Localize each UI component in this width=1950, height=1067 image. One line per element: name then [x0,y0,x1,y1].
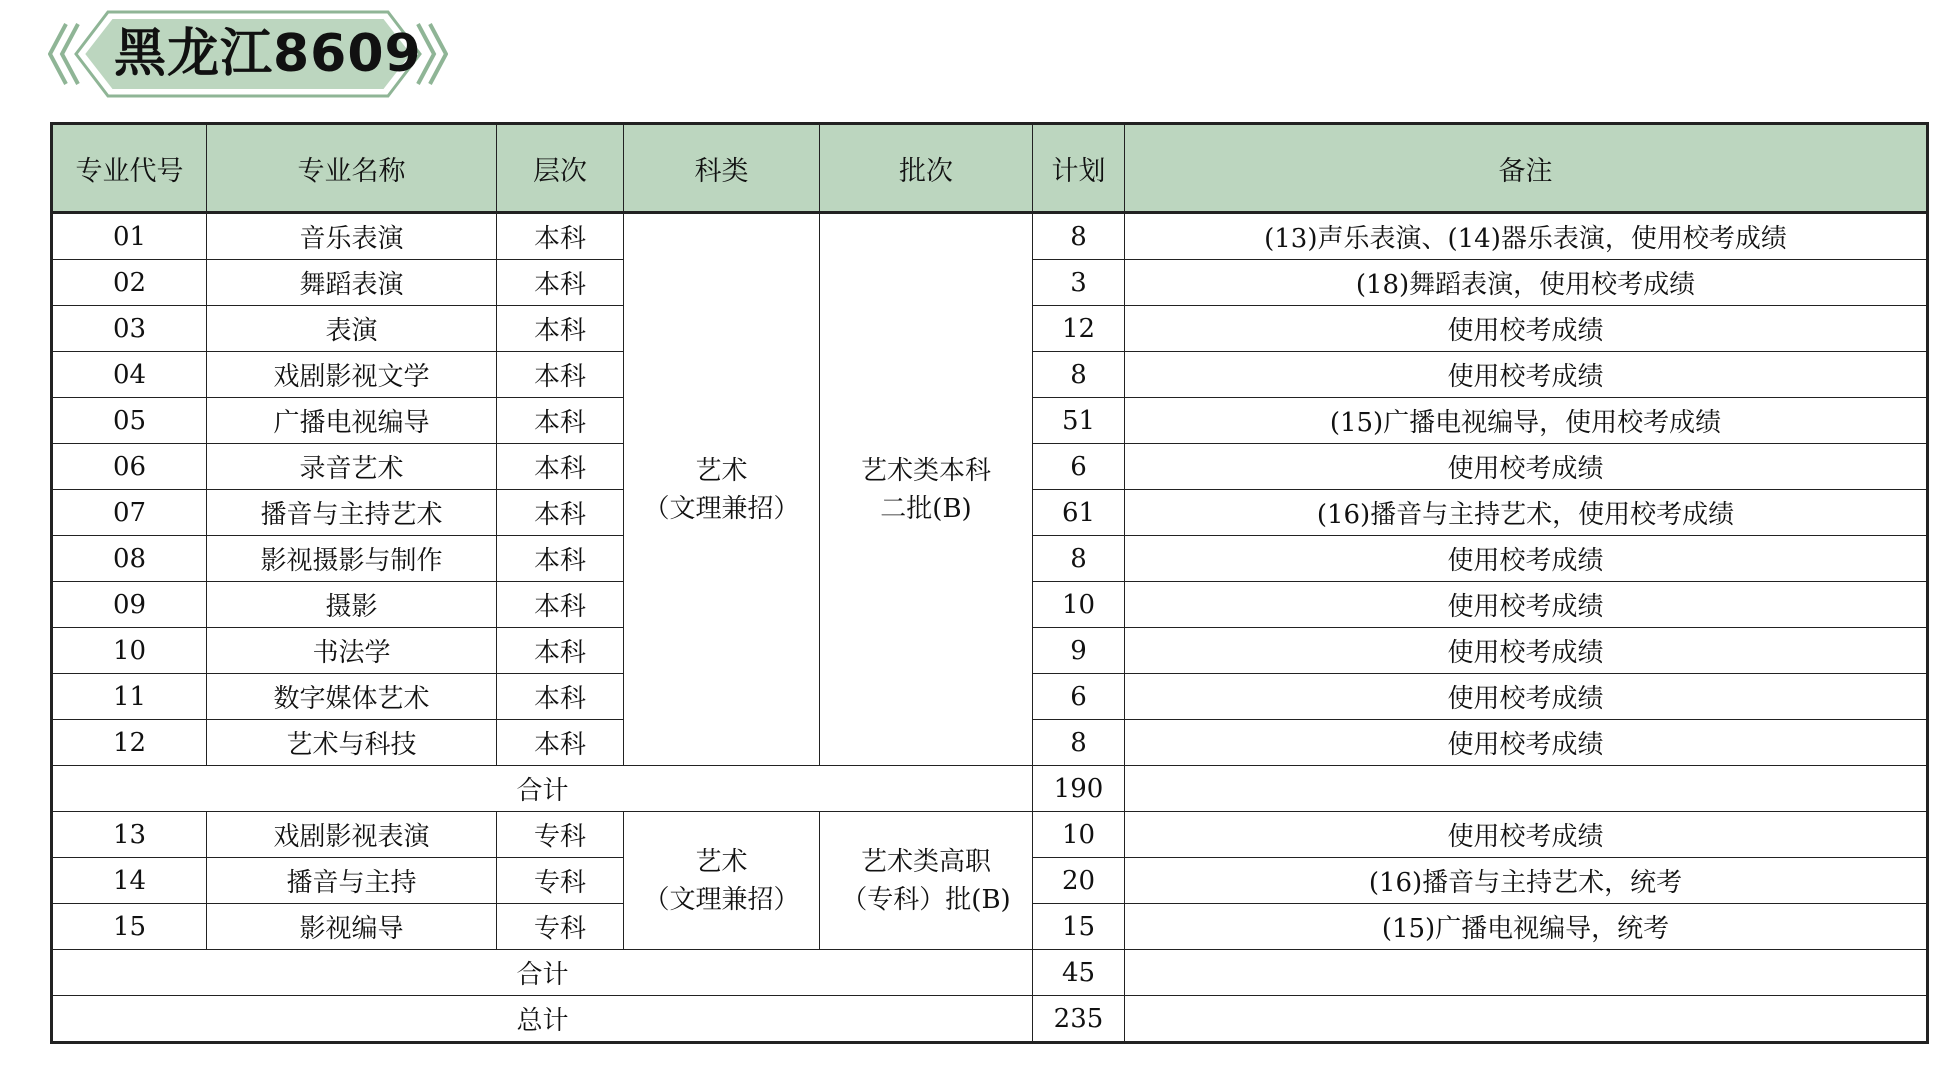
major-name: 音乐表演 [207,213,497,260]
major-code: 01 [52,213,207,260]
header-category: 科类 [624,124,820,213]
batch-cell [820,213,1033,766]
enrollment-plan-table [50,122,1929,1044]
page-title: 黑龙江8609 [114,24,422,84]
remark: (15)广播电视编导，统考 [1125,904,1928,950]
category-line1: 艺术 [695,455,748,486]
remark: 使用校考成绩 [1125,582,1928,628]
remark: 使用校考成绩 [1125,674,1928,720]
plan-count: 51 [1033,398,1125,444]
major-name: 摄影 [207,582,497,628]
plan-count: 15 [1033,904,1125,950]
major-level: 本科 [497,213,624,260]
major-name: 录音艺术 [207,444,497,490]
major-name: 书法学 [207,628,497,674]
major-level: 专科 [497,858,624,904]
major-code: 11 [52,674,207,720]
grand-total-remark [1125,996,1928,1043]
remark: 使用校考成绩 [1125,352,1928,398]
major-code: 02 [52,260,207,306]
major-level: 本科 [497,306,624,352]
major-level: 本科 [497,628,624,674]
subtotal-remark [1125,950,1928,996]
remark: 使用校考成绩 [1125,720,1928,766]
batch-line1: 艺术类本科 [860,455,991,486]
subtotal-row [52,766,1928,812]
major-level: 本科 [497,674,624,720]
plan-count: 61 [1033,490,1125,536]
major-level: 本科 [497,720,624,766]
major-level: 本科 [497,398,624,444]
major-level: 本科 [497,352,624,398]
major-code: 04 [52,352,207,398]
major-level: 本科 [497,444,624,490]
plan-count: 8 [1033,352,1125,398]
plan-count: 9 [1033,628,1125,674]
major-name: 戏剧影视表演 [207,812,497,858]
major-code: 06 [52,444,207,490]
header-level: 层次 [497,124,624,213]
major-name: 戏剧影视文学 [207,352,497,398]
remark: (18)舞蹈表演，使用校考成绩 [1125,260,1928,306]
major-name: 播音与主持 [207,858,497,904]
major-level: 本科 [497,582,624,628]
major-level: 本科 [497,536,624,582]
plan-count: 6 [1033,674,1125,720]
header-remark: 备注 [1125,124,1928,213]
plan-count: 8 [1033,213,1125,260]
major-code: 13 [52,812,207,858]
header-batch: 批次 [820,124,1033,213]
batch-line2: （专科）批(B) [841,884,1011,915]
plan-count: 8 [1033,536,1125,582]
grand-total-label: 总计 [52,996,1033,1043]
plan-count: 10 [1033,812,1125,858]
major-code: 12 [52,720,207,766]
major-code: 08 [52,536,207,582]
major-code: 07 [52,490,207,536]
remark: 使用校考成绩 [1125,444,1928,490]
major-name: 影视摄影与制作 [207,536,497,582]
major-code: 03 [52,306,207,352]
major-name: 广播电视编导 [207,398,497,444]
table-row [52,812,1928,858]
plan-count: 8 [1033,720,1125,766]
remark: (13)声乐表演、(14)器乐表演，使用校考成绩 [1125,213,1928,260]
category-line2: （文理兼招） [643,884,800,915]
header-plan: 计划 [1033,124,1125,213]
header-code: 专业代号 [52,124,207,213]
table-header-row [52,124,1928,213]
subtotal-value: 190 [1033,766,1125,812]
remark: 使用校考成绩 [1125,536,1928,582]
batch-line1: 艺术类高职 [860,846,991,877]
batch-line2: 二批(B) [880,493,972,524]
plan-count: 6 [1033,444,1125,490]
major-code: 09 [52,582,207,628]
subtotal-label: 合计 [52,766,1033,812]
header-name: 专业名称 [207,124,497,213]
subtotal-row [52,950,1928,996]
major-code: 05 [52,398,207,444]
major-level: 专科 [497,812,624,858]
plan-count: 3 [1033,260,1125,306]
remark: 使用校考成绩 [1125,812,1928,858]
major-name: 舞蹈表演 [207,260,497,306]
category-cell [624,812,820,950]
major-name: 表演 [207,306,497,352]
category-line1: 艺术 [695,846,748,877]
subtotal-label: 合计 [52,950,1033,996]
major-level: 本科 [497,490,624,536]
category-cell [624,213,820,766]
remark: (16)播音与主持艺术，统考 [1125,858,1928,904]
title-badge [48,10,448,98]
subtotal-value: 45 [1033,950,1125,996]
major-code: 15 [52,904,207,950]
major-level: 本科 [497,260,624,306]
major-name: 数字媒体艺术 [207,674,497,720]
remark: (15)广播电视编导，使用校考成绩 [1125,398,1928,444]
remark: (16)播音与主持艺术，使用校考成绩 [1125,490,1928,536]
batch-cell [820,812,1033,950]
plan-count: 20 [1033,858,1125,904]
grand-total-row [52,996,1928,1043]
category-line2: （文理兼招） [643,493,800,524]
major-code: 10 [52,628,207,674]
major-name: 播音与主持艺术 [207,490,497,536]
remark: 使用校考成绩 [1125,306,1928,352]
major-name: 艺术与科技 [207,720,497,766]
major-level: 专科 [497,904,624,950]
remark: 使用校考成绩 [1125,628,1928,674]
grand-total-value: 235 [1033,996,1125,1043]
major-code: 14 [52,858,207,904]
table-row [52,213,1928,260]
major-name: 影视编导 [207,904,497,950]
subtotal-remark [1125,766,1928,812]
plan-count: 12 [1033,306,1125,352]
plan-count: 10 [1033,582,1125,628]
